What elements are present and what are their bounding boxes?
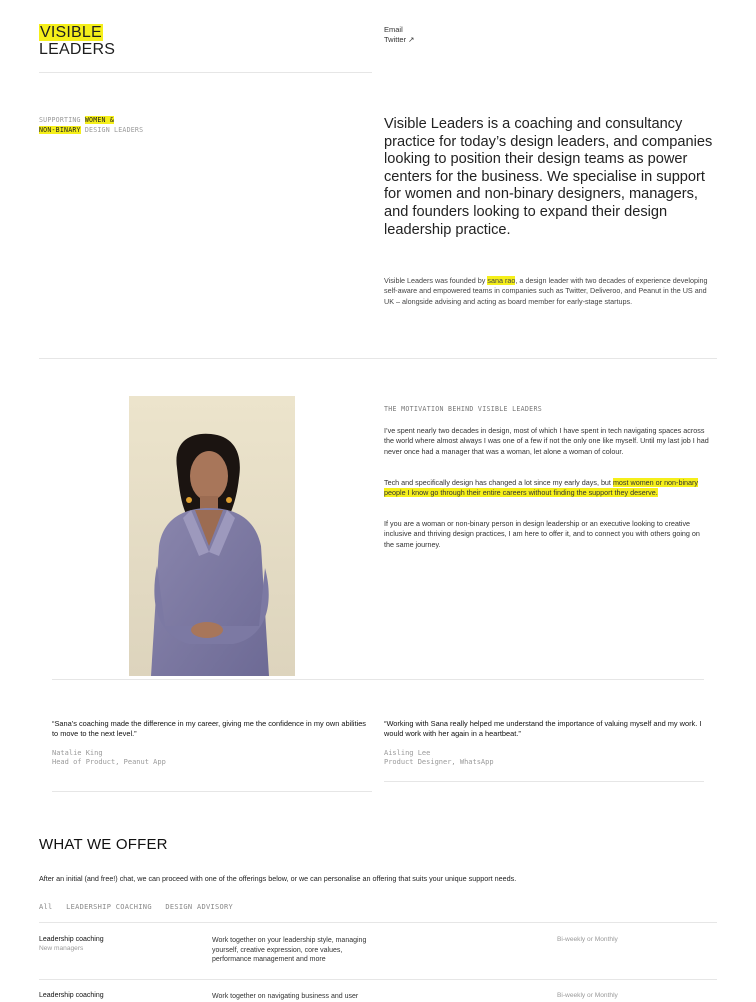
offer-row-title: Leadership coaching [39, 936, 104, 943]
offer-row-frequency: Bi-weekly or Monthly [557, 936, 618, 943]
tagline [39, 116, 143, 135]
founded-paragraph [384, 276, 716, 307]
offer-row-subtitle: New managers [39, 945, 84, 952]
testimonial-1 [52, 719, 370, 768]
testimonial-name: Natalie King [52, 748, 103, 757]
offer-row-1[interactable] [39, 936, 104, 952]
founder-link[interactable]: sana rao [487, 276, 516, 285]
site-logo[interactable] [39, 24, 115, 58]
offer-title: WHAT WE OFFER [39, 836, 168, 853]
offer-row-frequency: Bi-weekly or Monthly [557, 992, 618, 999]
offer-description: After an initial (and free!) chat, we can proceed with one of the offerings below, or we can personalise an offering that suits your unique support needs. [39, 874, 517, 883]
tagline-highlight-2: NON-BINARY [39, 125, 81, 134]
email-link[interactable]: Email [384, 25, 403, 34]
intro-statement: Visible Leaders is a coaching and consultancy practice for today’s design leaders, and companies looking to position their design teams as power centers for the business. We specialise in support for women and non-binary designers, managers, and founders looking to expand their design leadership practice. [384, 116, 713, 238]
portrait-illustration [129, 396, 295, 676]
header-divider [39, 72, 372, 73]
motivation-paragraph-1: I’ve spent nearly two decades in design, most of which I have spent in tech navigating spaces across the world where almost always I was one of a few if not the only one like myself. Until my last job I had never once had a manager that was a woman, let alone a woman of colour. [384, 426, 709, 456]
founded-after: , a design leader with two decades of experience developing self-aware and empowered teams in companies such as Twitter, Deliveroo, and Peanut in the US and UK – alongside advising and acting as board member for early-stage startups. [384, 276, 708, 306]
founder-photo [129, 396, 295, 676]
testimonial-quote: “Sana’s coaching made the difference in my career, giving me the confidence in my own abilities to move to the next level.” [52, 719, 367, 739]
testimonial-role: Head of Product, Peanut App [52, 758, 166, 767]
logo-line-2: LEADERS [39, 41, 116, 58]
motivation-title: THE MOTIVATION BEHIND VISIBLE LEADERS [384, 405, 542, 413]
testimonials-divider [52, 679, 704, 680]
section-divider [39, 358, 717, 359]
header-links [384, 25, 414, 45]
logo-line-1: VISIBLE [40, 24, 102, 41]
founded-before: Visible Leaders was founded by [384, 276, 488, 285]
offer-filters [39, 903, 242, 911]
offer-row-divider [39, 922, 717, 923]
testimonial-2 [384, 719, 702, 768]
testimonial-name: Aisling Lee [384, 748, 431, 757]
offer-row-divider [39, 979, 717, 980]
tagline-part-1: SUPPORTING [39, 116, 85, 124]
filter-design-advisory[interactable]: DESIGN ADVISORY [165, 903, 234, 911]
offer-row-description: Work together on navigating business and user [212, 993, 359, 1000]
filter-leadership-coaching[interactable]: LEADERSHIP COACHING [66, 903, 152, 911]
motivation-paragraph-3: If you are a woman or non-binary person in design leadership or an executive looking to creative inclusive and thriving design practices, I am here to offer it, and to connect you with others going on the same journey. [384, 519, 700, 549]
motivation-p2-highlight: most women or non-binary people I know go through their entire careers without finding the support they deserve. [384, 478, 699, 498]
motivation-p2-before: Tech and specifically design has changed a lot since my early days, but [384, 478, 613, 487]
offer-row-title: Leadership coaching [39, 992, 104, 999]
filter-all[interactable]: All [39, 903, 53, 911]
offer-row-description: Work together on your leadership style, managing yourself, creative expression, core values, performance management and more [212, 937, 367, 964]
testimonial-role: Product Designer, WhatsApp [384, 758, 494, 767]
motivation-paragraph-2 [384, 478, 709, 499]
testimonial-1-divider [52, 791, 372, 792]
tagline-highlight-1: WOMEN & [84, 116, 115, 124]
twitter-link[interactable]: Twitter ↗ [384, 35, 415, 44]
offer-row-2[interactable] [39, 992, 104, 999]
testimonial-2-divider [384, 781, 704, 782]
tagline-part-2: DESIGN LEADERS [80, 125, 144, 134]
testimonial-quote: “Working with Sana really helped me understand the importance of valuing myself and my work. I would work with her again in a heartbeat.” [384, 719, 702, 739]
